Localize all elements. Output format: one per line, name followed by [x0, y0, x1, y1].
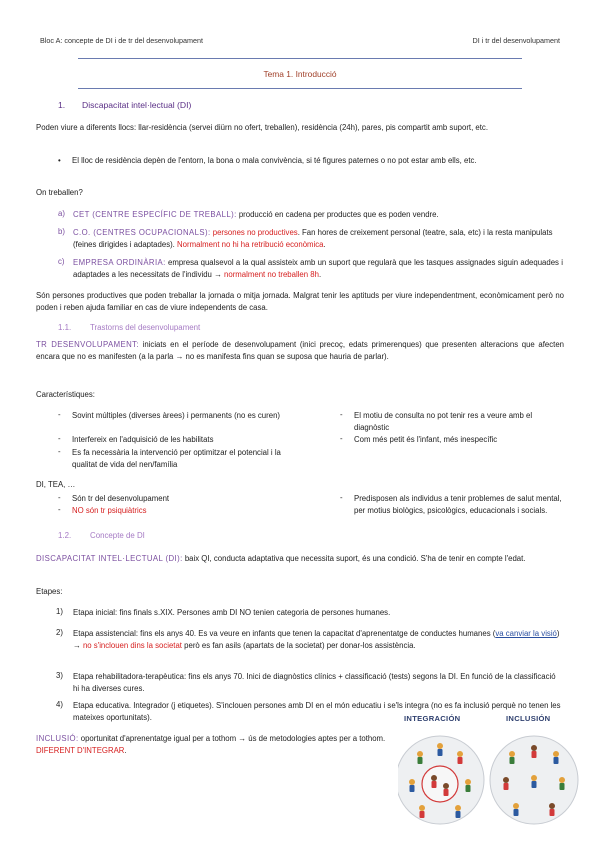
inclusion-definition	[36, 733, 400, 756]
dash-icon: -	[58, 410, 61, 419]
stage-1-text: Etapa inicial: fins finals s.XIX. Persones amb DI NO tenien categoria de persones humanes.	[73, 608, 391, 617]
work-label-cet: CET (CENTRE ESPECÍFIC DE TREBALL):	[73, 210, 237, 219]
dash-icon: -	[58, 434, 61, 443]
section-1-heading: Discapacitat intel·lectual (DI)	[82, 100, 192, 110]
section-1-number: 1.	[58, 100, 66, 110]
dash-icon: -	[58, 505, 61, 514]
inclusion-text-a: oportunitat d'aprenentatge igual per a tothom	[78, 734, 239, 743]
work-item-cet	[73, 209, 563, 221]
person-icon	[559, 777, 565, 790]
term-inclusio: INCLUSIÓ:	[36, 734, 79, 743]
characteristics-label: Característiques:	[36, 390, 95, 399]
work-red-co-first: persones no productives	[210, 228, 298, 237]
stage-2-part-b: )	[556, 629, 560, 638]
work-letter-c: c)	[58, 257, 65, 266]
dash-icon: -	[340, 410, 343, 419]
productive-paragraph: Són persones productives que poden treballar la jornada o mitja jornada. Malgrat tenir les aptituds per viure independentment, econòmicament però no poden i reben ajuda familiar en cas de viure independents de casa.	[36, 291, 564, 312]
section-1-2-number: 1.2.	[58, 531, 72, 540]
figure-label-inclusion: INCLUSIÓN	[506, 714, 551, 723]
term-di: DISCAPACITAT INTEL·LECTUAL (DI):	[36, 554, 183, 563]
char-left-item: Interfereix en l'adquisició de les habilitats	[72, 435, 214, 444]
stage-2-part-a: Etapa assistencial: fins els anys 40. Es va veure en infants que tenen la capacitat d'aprenentatge de conductes humanes (	[73, 629, 496, 638]
person-icon	[419, 805, 425, 818]
stage-3-text: Etapa rehabilitadora-terapèutica: fins els anys 70. Inici de diagnòstics clínics + classificació (tests) segons la DI. En funció de la classificació hi ha diverses cures.	[73, 672, 556, 693]
inclusion-text-b: ús de metodologies aptes per a tothom.	[246, 734, 386, 743]
work-after-empresa: .	[318, 269, 322, 279]
stage-2-text	[73, 628, 563, 651]
running-header-left: Bloc A: concepte de DI i de tr del desenvolupament	[40, 36, 204, 45]
integration-inclusion-figure	[398, 714, 582, 836]
section-1-intro: Poden viure a diferents llocs: llar-residència (servei diürn no ofert, treballen), residència (24h), pares, pis compartit amb suport, etc.	[36, 123, 488, 132]
arrow-icon: →	[175, 351, 184, 361]
stage-2-red: no s'inclouen dins la societat	[80, 640, 182, 650]
section-1-2-heading: Concepte de DI	[90, 531, 145, 540]
char-right-item: El motiu de consulta no pot tenir res a veure amb el diagnòstic	[354, 411, 533, 432]
person-icon	[443, 783, 449, 796]
work-text-empresa: empresa qualsevol a la qual assisteix amb un suport que regularà que les tasques assignades siguin adequades i adaptades a les necessitats de l'individu	[73, 258, 563, 279]
title-rule-bottom	[78, 88, 522, 89]
inclusion-red: DIFERENT D'INTEGRAR	[36, 745, 125, 755]
di-definition-text: baix QI, conducta adaptativa que necessita suport, és una condició. S'ha de tenir en compte l'edat.	[182, 554, 526, 563]
tr-desenvolupament-definition	[36, 339, 564, 362]
bullet-dot: •	[58, 156, 61, 165]
def-part-b: no es manifesta fins quan se suposa que hauria de parlar).	[183, 351, 389, 361]
group-right-item: Predisposen als individus a tenir problemes de salut mental, per motius biològics, psicològics, educacionals i socials.	[354, 494, 562, 515]
person-icon	[503, 777, 509, 790]
work-red-co: Normalment no hi ha retribució econòmica	[177, 239, 324, 249]
stages-label: Etapes:	[36, 587, 63, 596]
group-left-item-red: NO són tr psiquiàtrics	[72, 506, 147, 515]
person-icon	[553, 751, 559, 764]
work-item-empresa	[73, 257, 563, 280]
stage-4-text: Etapa educativa. Integrador (j etiquetes). S'inclouen persones amb DI en el món educatiu i se'ls integra (no es fa inclusió perquè no tenen les mateixes oportunitats).	[73, 701, 561, 722]
work-question: On treballen?	[36, 188, 83, 197]
person-icon	[513, 803, 519, 816]
work-after-co: .	[323, 239, 326, 249]
person-icon	[409, 779, 415, 792]
person-icon	[437, 743, 443, 756]
arrow-icon: →	[73, 640, 81, 650]
group-label: DI, TEA, …	[36, 480, 76, 489]
char-left-item: Sovint múltiples (diverses àrees) i permanents (no es curen)	[72, 411, 281, 420]
running-header-right: DI i tr del desenvolupament	[472, 36, 560, 45]
dash-icon: -	[340, 434, 343, 443]
di-definition	[36, 553, 564, 565]
person-icon	[549, 803, 555, 816]
arrow-icon: →	[214, 269, 222, 279]
person-icon	[531, 775, 537, 788]
person-icon	[455, 805, 461, 818]
stage-2-link: va canviar la visió	[495, 629, 557, 638]
work-label-co: C.O. (CENTRES OCUPACIONALS):	[73, 228, 211, 237]
person-icon	[457, 751, 463, 764]
stage-2-part-c: però es fan asils (apartats de la societat) per donar-los assistència.	[181, 640, 416, 650]
work-text-cet: producció en cadena per productes que es poden vendre.	[236, 210, 439, 219]
char-left-item: Es fa necessària la intervenció per optimitzar el potencial i la qualitat de vida del nen/família	[72, 448, 281, 469]
page-title: Tema 1. Introducció	[263, 69, 337, 79]
section-1-bullet: El lloc de residència depèn de l'entorn, la bona o mala convivència, si té figures paternes o no pot estar amb ells, etc.	[72, 156, 477, 165]
stage-number: 3)	[56, 671, 63, 680]
person-icon	[531, 745, 537, 758]
person-icon	[465, 779, 471, 792]
work-text-co: . Fan hores de creixement personal (teatre, sala, etc) i la resta manipulats (feines dirigides i adaptades).	[73, 228, 553, 249]
inclusion-text-c: .	[124, 745, 127, 755]
dash-icon: -	[58, 447, 61, 456]
figure-label-integracion: INTEGRACIÓN	[404, 714, 461, 723]
section-1-1-number: 1.1.	[58, 323, 72, 332]
work-red-empresa: normalment no treballen 8h	[221, 269, 319, 279]
stage-number: 4)	[56, 700, 63, 709]
def-part-a: iniciats en el període de desenvolupament (inici precoç, edats primerenques) que presenten alteracions que afecten encara que no es manifesten (a la parla	[36, 340, 565, 361]
dash-icon: -	[58, 493, 61, 502]
dash-icon: -	[340, 493, 343, 502]
stage-number: 1)	[56, 607, 63, 616]
work-item-co	[73, 227, 563, 250]
person-icon	[509, 751, 515, 764]
figure-illustration	[398, 724, 582, 836]
work-letter-b: b)	[58, 227, 65, 236]
arrow-icon: →	[238, 734, 247, 743]
section-1-1-heading: Trastorns del desenvolupament	[90, 323, 201, 332]
title-rule-top	[78, 58, 522, 59]
term-tr-desenvolupament: TR DESENVOLUPAMENT:	[36, 340, 139, 349]
work-label-empresa: EMPRESA ORDINÀRIA:	[73, 258, 166, 267]
group-left-item: Són tr del desenvolupament	[72, 494, 170, 503]
stage-number: 2)	[56, 628, 63, 637]
work-letter-a: a)	[58, 209, 65, 218]
char-right-item: Com més petit és l'infant, més inespecífic	[354, 435, 498, 444]
person-icon	[431, 775, 437, 788]
person-icon	[417, 751, 423, 764]
